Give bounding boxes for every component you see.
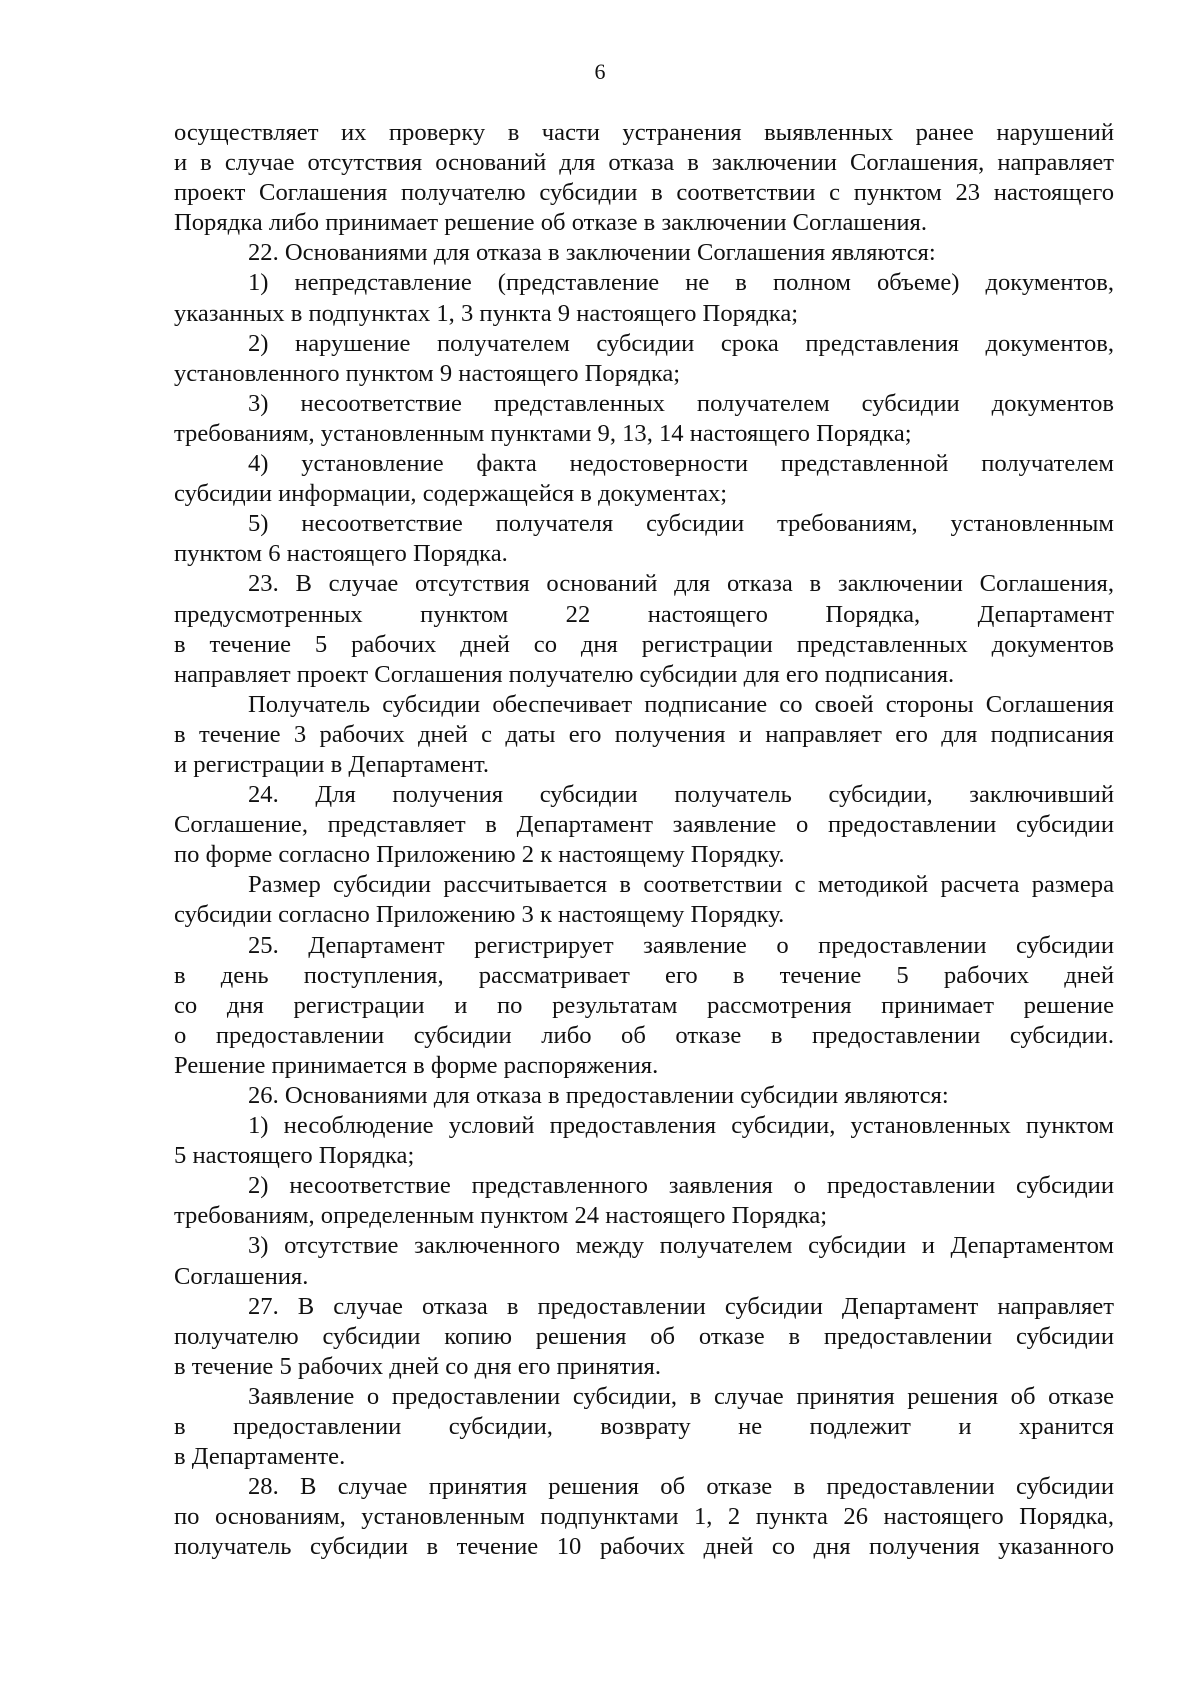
text-line: 24. Для получения субсидии получатель субсидии, заключивший — [248, 781, 1114, 809]
text-line: направляет проект Соглашения получателю субсидии для его подписания. — [174, 660, 955, 688]
text-line: субсидии информации, содержащейся в документах; — [174, 480, 728, 508]
text-line: Размер субсидии рассчитывается в соответствии с методикой расчета размера — [248, 871, 1114, 899]
text-line: по форме согласно Приложению 2 к настоящему Порядку. — [174, 841, 785, 869]
text-line: 2) нарушение получателем субсидии срока представления документов, — [248, 329, 1114, 357]
text-line: субсидии согласно Приложению 3 к настоящему Порядку. — [174, 901, 785, 929]
text-line: 28. В случае принятия решения об отказе в предоставлении субсидии — [248, 1473, 1114, 1501]
text-line: 3) отсутствие заключенного между получателем субсидии и Департаментом — [248, 1232, 1114, 1260]
text-line: 22. Основаниями для отказа в заключении Соглашения являются: — [248, 239, 936, 267]
text-line: Решение принимается в форме распоряжения. — [174, 1051, 659, 1079]
text-line: Соглашения. — [174, 1262, 309, 1290]
text-line: требованиям, определенным пунктом 24 настоящего Порядка; — [174, 1202, 828, 1230]
text-line: Соглашение, представляет в Департамент заявление о предоставлении субсидии — [174, 811, 1114, 839]
text-line: 5) несоответствие получателя субсидии требованиям, установленным — [248, 510, 1114, 538]
text-line: и в случае отсутствия оснований для отказа в заключении Соглашения, направляет — [174, 149, 1114, 177]
text-line: 25. Департамент регистрирует заявление о предоставлении субсидии — [248, 931, 1114, 959]
text-line: 27. В случае отказа в предоставлении субсидии Департамент направляет — [248, 1292, 1114, 1320]
text-line: 5 настоящего Порядка; — [174, 1142, 415, 1170]
text-line: 2) несоответствие представленного заявления о предоставлении субсидии — [248, 1172, 1114, 1200]
text-line: 3) несоответствие представленных получателем субсидии документов — [248, 389, 1114, 417]
text-line: 1) непредставление (представление не в полном объеме) документов, — [248, 269, 1114, 297]
text-line: пунктом 6 настоящего Порядка. — [174, 540, 508, 568]
text-line: 26. Основаниями для отказа в предоставлении субсидии являются: — [248, 1082, 949, 1109]
text-line: Порядка либо принимает решение об отказе в заключении Соглашения. — [174, 209, 928, 237]
text-line: требованиям, установленным пунктами 9, 13, 14 настоящего Порядка; — [174, 419, 912, 447]
text-line: проект Соглашения получателю субсидии в соответствии с пунктом 23 настоящего — [174, 179, 1114, 207]
text-line: 4) установление факта недостоверности представленной получателем — [248, 450, 1114, 478]
text-line: предусмотренных пунктом 22 настоящего Порядка, Департамент — [174, 600, 1114, 628]
text-line: о предоставлении субсидии либо об отказе в предоставлении субсидии. — [174, 1021, 1114, 1049]
document-body — [174, 118, 1114, 1563]
text-line: в день поступления, рассматривает его в течение 5 рабочих дней — [174, 961, 1114, 989]
text-line: в предоставлении субсидии, возврату не подлежит и хранится — [174, 1413, 1114, 1441]
text-line: Заявление о предоставлении субсидии, в случае принятия решения об отказе — [248, 1382, 1114, 1410]
text-line: 1) несоблюдение условий предоставления субсидии, установленных пунктом — [248, 1112, 1114, 1140]
text-line: и регистрации в Департамент. — [174, 750, 490, 778]
text-line: в течение 3 рабочих дней с даты его получения и направляет его для подписания — [174, 720, 1114, 748]
text-line: в Департаменте. — [174, 1443, 346, 1471]
text-line: по основаниям, установленным подпунктами 1, 2 пункта 26 настоящего Порядка, — [174, 1503, 1114, 1531]
page-number: 6 — [594, 59, 606, 84]
text-line: 23. В случае отсутствия оснований для отказа в заключении Соглашения, — [248, 570, 1114, 598]
text-line: получатель субсидии в течение 10 рабочих дней со дня получения указанного — [174, 1533, 1114, 1561]
text-line: указанных в подпунктах 1, 3 пункта 9 настоящего Порядка; — [174, 299, 799, 327]
text-line: установленного пунктом 9 настоящего Порядка; — [174, 359, 681, 387]
text-line: со дня регистрации и по результатам рассмотрения принимает решение — [174, 991, 1114, 1019]
text-line: в течение 5 рабочих дней со дня регистрации представленных документов — [174, 630, 1114, 658]
text-line: осуществляет их проверку в части устранения выявленных ранее нарушений — [174, 119, 1114, 146]
text-line: в течение 5 рабочих дней со дня его принятия. — [174, 1352, 661, 1380]
text-line: получателю субсидии копию решения об отказе в предоставлении субсидии — [174, 1322, 1114, 1350]
text-line: Получатель субсидии обеспечивает подписание со своей стороны Соглашения — [248, 690, 1114, 718]
